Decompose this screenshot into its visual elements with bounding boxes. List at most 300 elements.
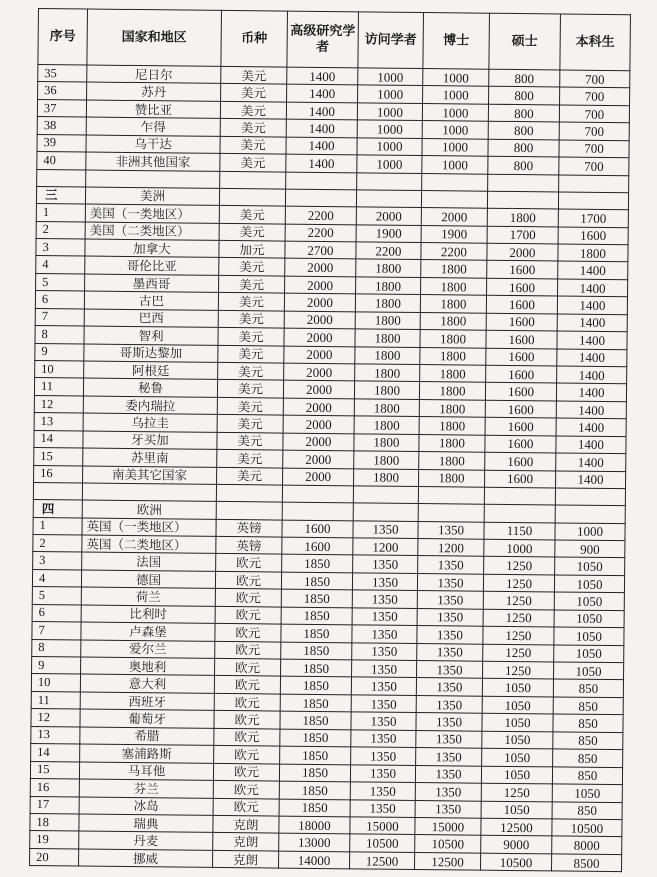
cell-phd: 1350 (417, 661, 483, 679)
cell-masters: 9000 (481, 836, 552, 854)
cell-masters: 1000 (484, 539, 555, 557)
spacer-cell (559, 175, 629, 193)
cell-currency: 美元 (219, 258, 285, 276)
cell-phd: 1800 (420, 347, 486, 365)
cell-region: 丹麦 (79, 831, 213, 850)
cell-visiting-scholar: 1000 (358, 85, 423, 103)
spacer-cell (82, 483, 216, 501)
cell-currency: 美元 (218, 345, 284, 363)
cell-currency: 美元 (218, 328, 284, 346)
cell-visiting-scholar: 15000 (350, 817, 415, 835)
cell-masters: 10500 (480, 853, 551, 871)
cell-masters: 1700 (487, 226, 558, 244)
cell-undergraduate: 1400 (558, 261, 628, 279)
cell-region: 乌干达 (86, 135, 220, 154)
cell-currency: 克朗 (213, 850, 279, 868)
section-index: 三 (36, 186, 85, 204)
cell-currency: 欧元 (215, 606, 281, 624)
header-masters: 硕士 (489, 13, 561, 70)
cell-index: 2 (33, 534, 82, 552)
cell-undergraduate: 1400 (557, 296, 627, 314)
section-name: 美洲 (85, 187, 219, 206)
cell-senior-researcher: 1600 (282, 520, 353, 538)
cell-masters: 1600 (486, 295, 557, 313)
cell-masters: 1250 (483, 574, 554, 592)
cell-phd: 2200 (421, 242, 487, 260)
cell-masters: 800 (488, 156, 559, 174)
cell-phd: 1000 (422, 103, 488, 121)
cell-undergraduate: 700 (560, 70, 630, 88)
section-empty-cell (216, 501, 282, 519)
cell-visiting-scholar: 1350 (351, 695, 416, 713)
cell-visiting-scholar: 2200 (356, 242, 421, 260)
cell-visiting-scholar: 1800 (355, 312, 420, 330)
cell-index: 14 (31, 744, 80, 762)
cell-region: 乍得 (86, 117, 220, 136)
section-empty-cell (356, 189, 421, 207)
cell-currency: 欧元 (213, 798, 279, 816)
cell-senior-researcher: 1850 (279, 781, 350, 799)
cell-senior-researcher: 2000 (283, 468, 354, 486)
cell-senior-researcher: 1850 (281, 572, 352, 590)
cell-phd: 1000 (422, 138, 488, 156)
cell-undergraduate: 1400 (556, 471, 626, 489)
cell-region: 南美其它国家 (83, 466, 217, 485)
cell-phd: 1800 (420, 330, 486, 348)
section-empty-cell (353, 503, 418, 521)
cell-index: 14 (34, 430, 83, 448)
cell-currency: 美元 (218, 293, 284, 311)
cell-visiting-scholar: 1350 (351, 677, 416, 695)
cell-region: 智利 (84, 326, 218, 345)
cell-senior-researcher: 2000 (283, 415, 354, 433)
cell-undergraduate: 10500 (552, 819, 622, 837)
cell-masters: 1250 (483, 591, 554, 609)
table-body (30, 65, 630, 872)
cell-phd: 1800 (421, 277, 487, 295)
cell-phd: 10500 (415, 835, 481, 853)
cell-index: 10 (31, 674, 80, 692)
cell-index: 39 (37, 134, 86, 152)
cell-region: 尼日尔 (87, 65, 221, 84)
cell-index: 9 (35, 343, 84, 361)
cell-index: 8 (32, 639, 81, 657)
cell-masters: 1600 (486, 313, 557, 331)
section-empty-cell (282, 502, 353, 520)
cell-currency: 美元 (220, 136, 286, 154)
cell-index: 1 (33, 517, 82, 535)
cell-phd: 1350 (415, 783, 481, 801)
cell-visiting-scholar: 1800 (356, 277, 421, 295)
cell-masters: 1800 (487, 208, 558, 226)
cell-senior-researcher: 1850 (279, 764, 350, 782)
cell-visiting-scholar: 1800 (354, 381, 419, 399)
cell-region: 法国 (82, 552, 216, 571)
cell-phd: 1800 (420, 312, 486, 330)
cell-index: 11 (34, 378, 83, 396)
cell-region: 美国（一类地区） (85, 204, 219, 223)
cell-phd: 2000 (421, 208, 487, 226)
cell-senior-researcher: 14000 (279, 851, 350, 869)
cell-undergraduate: 1050 (552, 784, 622, 802)
cell-visiting-scholar: 1800 (355, 364, 420, 382)
cell-undergraduate: 1000 (555, 522, 625, 540)
cell-senior-researcher: 1400 (286, 137, 357, 155)
cell-phd: 1350 (418, 556, 484, 574)
cell-undergraduate: 1050 (554, 644, 624, 662)
spacer-cell (484, 487, 555, 505)
cell-index: 5 (32, 587, 81, 605)
section-empty-cell (484, 504, 555, 522)
cell-index: 7 (32, 622, 81, 640)
cell-region: 葡萄牙 (80, 709, 214, 728)
cell-masters: 1600 (487, 261, 558, 279)
cell-region: 加拿大 (85, 239, 219, 258)
cell-currency: 英镑 (216, 519, 282, 537)
cell-masters: 800 (489, 69, 560, 87)
cell-index: 4 (32, 569, 81, 587)
document-page (29, 8, 630, 874)
cell-undergraduate: 700 (559, 140, 629, 158)
cell-index: 7 (35, 308, 84, 326)
cell-undergraduate: 1600 (558, 226, 628, 244)
cell-index: 2 (36, 221, 85, 239)
cell-visiting-scholar: 1800 (355, 294, 420, 312)
cell-visiting-scholar: 1000 (357, 103, 422, 121)
spacer-cell (422, 173, 488, 191)
cell-currency: 欧元 (215, 571, 281, 589)
cell-phd: 1800 (420, 295, 486, 313)
cell-currency: 美元 (217, 467, 283, 485)
cell-senior-researcher: 2000 (284, 328, 355, 346)
spacer-cell (286, 172, 357, 190)
cell-index: 3 (36, 238, 85, 256)
cell-phd: 1350 (416, 695, 482, 713)
cell-senior-researcher: 2200 (285, 224, 356, 242)
cell-senior-researcher: 1850 (280, 746, 351, 764)
cell-undergraduate: 1400 (556, 436, 626, 454)
cell-phd: 1350 (417, 573, 483, 591)
cell-region: 巴西 (84, 309, 218, 328)
cell-phd: 1350 (416, 748, 482, 766)
cell-masters: 800 (488, 122, 559, 140)
section-empty-cell (558, 192, 628, 210)
spacer-cell (220, 171, 286, 189)
cell-senior-researcher: 2000 (284, 311, 355, 329)
cell-senior-researcher: 2000 (284, 346, 355, 364)
cell-index: 20 (30, 848, 79, 866)
cell-masters: 1600 (485, 435, 556, 453)
cell-undergraduate: 1400 (556, 401, 626, 419)
cell-region: 爱尔兰 (81, 640, 215, 659)
cell-phd: 1350 (417, 608, 483, 626)
cell-currency: 欧元 (215, 641, 281, 659)
cell-currency: 美元 (219, 205, 285, 223)
cell-region: 荷兰 (81, 587, 215, 606)
cell-masters: 800 (488, 139, 559, 157)
cell-index: 3 (33, 552, 82, 570)
cell-undergraduate: 1050 (554, 627, 624, 645)
cell-masters: 1050 (481, 801, 552, 819)
cell-undergraduate: 1400 (556, 453, 626, 471)
cell-visiting-scholar: 1800 (355, 346, 420, 364)
cell-masters: 1250 (481, 783, 552, 801)
section-empty-cell (555, 505, 625, 523)
table-header (38, 9, 631, 71)
cell-senior-researcher: 2000 (284, 363, 355, 381)
cell-visiting-scholar: 1350 (351, 712, 416, 730)
cell-undergraduate: 1700 (558, 209, 628, 227)
cell-region: 奥地利 (81, 657, 215, 676)
cell-index: 36 (38, 82, 87, 100)
cell-index: 9 (32, 656, 81, 674)
cell-phd: 1200 (418, 538, 484, 556)
cell-senior-researcher: 1850 (280, 729, 351, 747)
cell-region: 美国（二类地区） (85, 222, 219, 241)
cell-senior-researcher: 2000 (285, 276, 356, 294)
cell-undergraduate: 1050 (554, 592, 624, 610)
cell-senior-researcher: 1400 (287, 85, 358, 103)
cell-senior-researcher: 1400 (287, 67, 358, 85)
cell-visiting-scholar: 1200 (353, 538, 418, 556)
cell-senior-researcher: 18000 (279, 816, 350, 834)
cell-senior-researcher: 2000 (283, 398, 354, 416)
cell-phd: 1000 (422, 121, 488, 139)
cell-currency: 美元 (218, 310, 284, 328)
cell-region: 塞浦路斯 (80, 744, 214, 763)
header-currency: 币种 (221, 10, 288, 67)
cell-index: 40 (37, 152, 86, 170)
cell-masters: 1250 (484, 557, 555, 575)
cell-region: 非洲其他国家 (86, 152, 220, 171)
cell-phd: 1350 (416, 713, 482, 731)
cell-visiting-scholar: 1350 (352, 642, 417, 660)
cell-phd: 1350 (417, 626, 483, 644)
cell-undergraduate: 700 (560, 87, 630, 105)
cell-masters: 1600 (486, 330, 557, 348)
cell-region: 古巴 (84, 291, 218, 310)
cell-currency: 美元 (219, 275, 285, 293)
cell-visiting-scholar: 1350 (352, 608, 417, 626)
cell-visiting-scholar: 10500 (350, 834, 415, 852)
cell-index: 15 (34, 448, 83, 466)
cell-region: 委内瑞拉 (83, 396, 217, 415)
cell-phd: 1350 (418, 521, 484, 539)
cell-senior-researcher: 1850 (280, 711, 351, 729)
cell-visiting-scholar: 1350 (352, 573, 417, 591)
cell-currency: 英镑 (216, 536, 282, 554)
section-index: 四 (33, 500, 82, 518)
cell-region: 秘鲁 (83, 378, 217, 397)
cell-index: 16 (30, 779, 79, 797)
cell-visiting-scholar: 1350 (350, 799, 415, 817)
cell-visiting-scholar: 1350 (350, 782, 415, 800)
cell-senior-researcher: 1850 (279, 799, 350, 817)
spacer-cell (86, 170, 220, 188)
cell-currency: 美元 (221, 66, 287, 84)
cell-currency: 欧元 (213, 763, 279, 781)
cell-masters: 1050 (482, 679, 553, 697)
cell-senior-researcher: 1850 (281, 589, 352, 607)
cell-visiting-scholar: 1900 (356, 224, 421, 242)
cell-senior-researcher: 2700 (285, 241, 356, 259)
cell-currency: 美元 (220, 101, 286, 119)
cell-masters: 1050 (482, 731, 553, 749)
cell-masters: 1250 (483, 626, 554, 644)
cell-region: 苏丹 (87, 82, 221, 101)
cell-region: 卢森堡 (81, 622, 215, 641)
stipend-table (29, 8, 631, 872)
cell-visiting-scholar: 1000 (357, 138, 422, 156)
cell-index: 5 (36, 273, 85, 291)
cell-currency: 美元 (217, 415, 283, 433)
spacer-cell (353, 486, 418, 504)
cell-undergraduate: 850 (553, 749, 623, 767)
cell-region: 挪威 (79, 849, 213, 868)
spacer-cell (418, 487, 484, 505)
cell-senior-researcher: 1850 (281, 607, 352, 625)
header-phd: 博士 (423, 13, 490, 70)
cell-currency: 美元 (221, 84, 287, 102)
cell-undergraduate: 850 (553, 697, 623, 715)
cell-phd: 1800 (421, 260, 487, 278)
cell-index: 1 (36, 204, 85, 222)
cell-index: 12 (34, 395, 83, 413)
cell-masters: 800 (488, 104, 559, 122)
cell-index: 37 (37, 99, 86, 117)
section-name: 欧洲 (82, 500, 216, 519)
cell-region: 比利时 (81, 605, 215, 624)
cell-phd: 15000 (415, 817, 481, 835)
cell-index: 17 (30, 796, 79, 814)
cell-index: 13 (34, 413, 83, 431)
cell-senior-researcher: 2000 (283, 433, 354, 451)
cell-phd: 1000 (422, 156, 488, 174)
cell-currency: 欧元 (216, 554, 282, 572)
cell-masters: 1050 (482, 696, 553, 714)
cell-undergraduate: 1050 (554, 610, 624, 628)
cell-index: 13 (31, 726, 80, 744)
cell-index: 11 (31, 691, 80, 709)
cell-visiting-scholar: 1800 (355, 329, 420, 347)
cell-senior-researcher: 2200 (285, 206, 356, 224)
cell-index: 35 (38, 65, 87, 83)
cell-undergraduate: 900 (555, 540, 625, 558)
cell-undergraduate: 1050 (555, 557, 625, 575)
cell-senior-researcher: 1850 (280, 677, 351, 695)
cell-visiting-scholar: 1800 (354, 468, 419, 486)
cell-undergraduate: 850 (552, 801, 622, 819)
cell-masters: 1250 (483, 609, 554, 627)
section-empty-cell (219, 188, 285, 206)
cell-masters: 1050 (482, 748, 553, 766)
cell-region: 马耳他 (79, 762, 213, 781)
cell-masters: 1250 (483, 644, 554, 662)
cell-currency: 美元 (217, 432, 283, 450)
cell-region: 哥伦比亚 (85, 256, 219, 275)
header-region: 国家和地区 (87, 9, 222, 66)
cell-undergraduate: 700 (559, 122, 629, 140)
cell-visiting-scholar: 1800 (356, 259, 421, 277)
spacer-cell (357, 172, 422, 190)
cell-visiting-scholar: 1350 (352, 660, 417, 678)
cell-currency: 欧元 (215, 624, 281, 642)
cell-phd: 1350 (415, 765, 481, 783)
cell-masters: 1050 (482, 714, 553, 732)
cell-visiting-scholar: 2000 (356, 207, 421, 225)
cell-undergraduate: 850 (553, 732, 623, 750)
cell-masters: 1150 (484, 522, 555, 540)
cell-phd: 1000 (423, 86, 489, 104)
cell-senior-researcher: 2000 (284, 293, 355, 311)
cell-masters: 2000 (487, 243, 558, 261)
cell-senior-researcher: 1600 (282, 537, 353, 555)
cell-masters: 1600 (485, 383, 556, 401)
cell-undergraduate: 1400 (557, 366, 627, 384)
cell-index: 18 (30, 813, 79, 831)
spacer-cell (216, 484, 282, 502)
spacer-cell (37, 169, 86, 187)
spacer-cell (282, 485, 353, 503)
cell-currency: 欧元 (214, 676, 280, 694)
cell-index: 10 (35, 360, 84, 378)
cell-currency: 克朗 (213, 815, 279, 833)
cell-currency: 美元 (217, 450, 283, 468)
cell-undergraduate: 1400 (557, 314, 627, 332)
cell-senior-researcher: 1400 (286, 154, 357, 172)
cell-phd: 1800 (419, 452, 485, 470)
cell-currency: 美元 (217, 380, 283, 398)
cell-undergraduate: 8500 (551, 854, 621, 872)
cell-senior-researcher: 1850 (281, 659, 352, 677)
cell-region: 墨西哥 (85, 274, 219, 293)
cell-visiting-scholar: 1800 (354, 399, 419, 417)
cell-currency: 欧元 (213, 780, 279, 798)
cell-visiting-scholar: 1350 (352, 625, 417, 643)
cell-visiting-scholar: 1000 (357, 120, 422, 138)
spacer-cell (488, 174, 559, 192)
cell-index: 12 (31, 709, 80, 727)
header-senior-researcher: 高级研究学者 (287, 11, 359, 68)
cell-currency: 欧元 (215, 658, 281, 676)
cell-region: 乌拉圭 (83, 413, 217, 432)
cell-currency: 美元 (219, 223, 285, 241)
cell-index: 16 (34, 465, 83, 483)
cell-region: 西班牙 (80, 692, 214, 711)
cell-visiting-scholar: 1350 (351, 747, 416, 765)
cell-senior-researcher: 2000 (283, 450, 354, 468)
cell-undergraduate: 1400 (556, 418, 626, 436)
cell-currency: 欧元 (214, 746, 280, 764)
cell-senior-researcher: 2000 (283, 381, 354, 399)
cell-currency: 欧元 (214, 711, 280, 729)
cell-visiting-scholar: 1000 (358, 68, 423, 86)
cell-undergraduate: 850 (552, 767, 622, 785)
cell-senior-researcher: 2000 (285, 258, 356, 276)
cell-undergraduate: 1800 (558, 244, 628, 262)
section-empty-cell (285, 189, 356, 207)
cell-currency: 美元 (220, 119, 286, 137)
cell-undergraduate: 1400 (557, 349, 627, 367)
spacer-cell (33, 483, 82, 501)
cell-senior-researcher: 1850 (280, 694, 351, 712)
cell-masters: 1600 (485, 470, 556, 488)
cell-phd: 1350 (416, 730, 482, 748)
cell-region: 苏里南 (83, 448, 217, 467)
cell-senior-researcher: 1400 (286, 119, 357, 137)
cell-visiting-scholar: 1800 (354, 434, 419, 452)
cell-phd: 1350 (417, 643, 483, 661)
